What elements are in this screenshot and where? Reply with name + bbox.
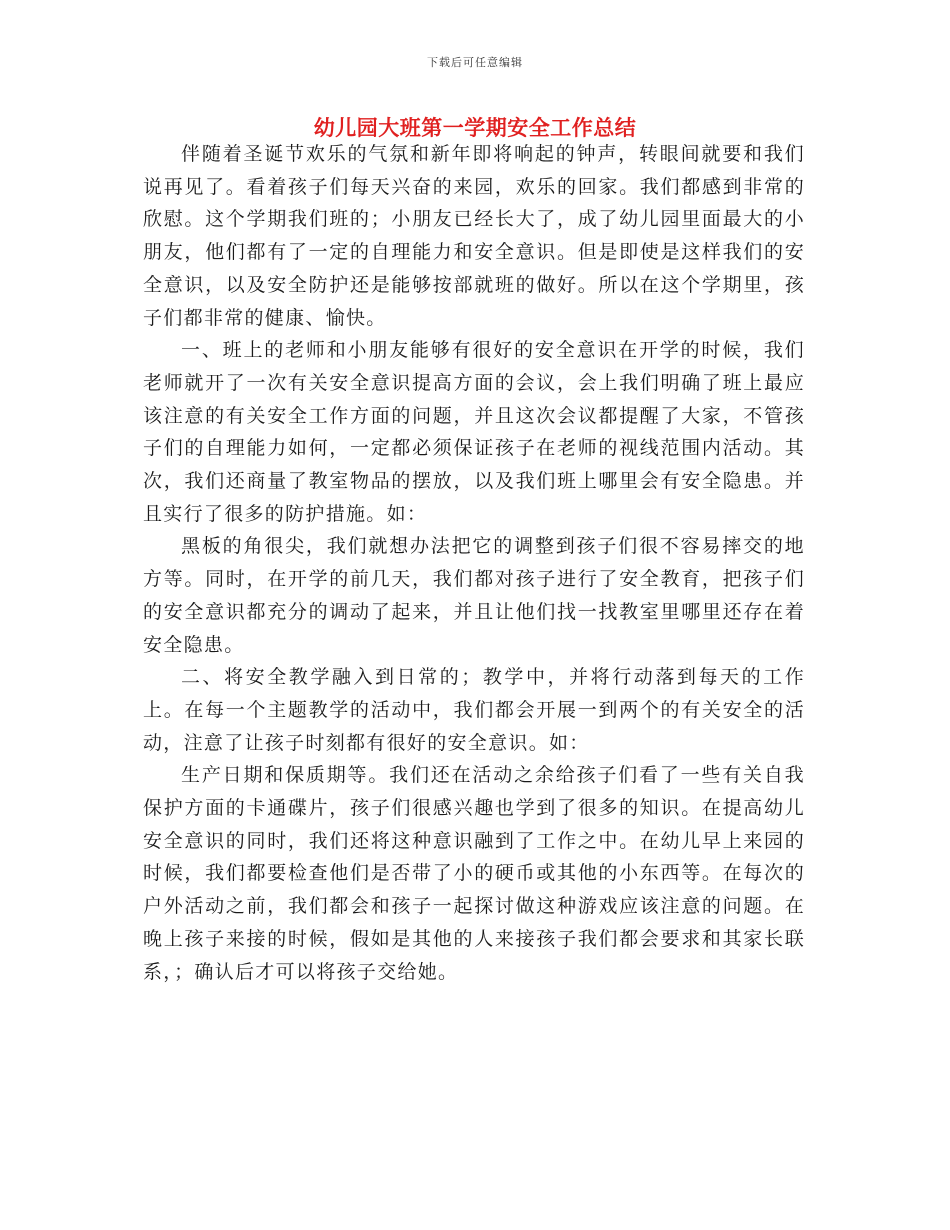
paragraph-daily-safety: 生产日期和保质期等。我们还在活动之余给孩子们看了一些有关自我保护方面的卡通碟片，孩子们很感兴趣也学到了很多的知识。在提高幼儿安全意识的同时，我们还将这种意识融到了工作之中。在幼儿早上来园的时候，我们都要检查他们是否带了小的硬币或其他的小东西等。在每次的户外活动之前，我们都会和孩子一起探讨做这种游戏应该注意的问题。在晚上孩子来接的时候，假如是其他的人来接孩子我们都会要求和其家长联系，；确认后才可以将孩子交给她。 bbox=[143, 764, 805, 983]
header-note: 下载后可任意编辑 bbox=[427, 56, 523, 69]
document-title: 幼儿园大班第一学期安全工作总结 bbox=[313, 116, 637, 140]
paragraph-blackboard: 黑板的角很尖，我们就想办法把它的调整到孩子们很不容易摔交的地方等。同时，在开学的前几天，我们都对孩子进行了安全教育，把孩子们的安全意识都充分的调动了起来，并且让他们找一找教室里哪里还存在着安全隐患。 bbox=[143, 535, 805, 656]
paragraph-section-two: 二、将安全教学融入到日常的；教学中，并将行动落到每天的工作上。在每一个主题教学的活动中，我们都会开展一到两个的有关安全的活动，注意了让孩子时刻都有很好的安全意识。如： bbox=[143, 666, 805, 754]
document-body bbox=[143, 138, 805, 988]
paragraph-section-one: 一、班上的老师和小朋友能够有很好的安全意识在开学的时候，我们老师就开了一次有关安全意识提高方面的会议，会上我们明确了班上最应该注意的有关安全工作方面的问题，并且这次会议都提醒了大家，不管孩子们的自理能力如何，一定都必须保证孩子在老师的视线范围内活动。其次，我们还商量了教室物品的摆放，以及我们班上哪里会有安全隐患。并且实行了很多的防护措施。如： bbox=[143, 339, 805, 525]
paragraph-intro: 伴随着圣诞节欢乐的气氛和新年即将响起的钟声，转眼间就要和我们说再见了。看着孩子们每天兴奋的来园，欢乐的回家。我们都感到非常的欣慰。这个学期我们班的；小朋友已经长大了，成了幼儿园里面最大的小朋友，他们都有了一定的自理能力和安全意识。但是即使是这样我们的安全意识，以及安全防护还是能够按部就班的做好。所以在这个学期里，孩子们都非常的健康、愉快。 bbox=[143, 143, 805, 329]
